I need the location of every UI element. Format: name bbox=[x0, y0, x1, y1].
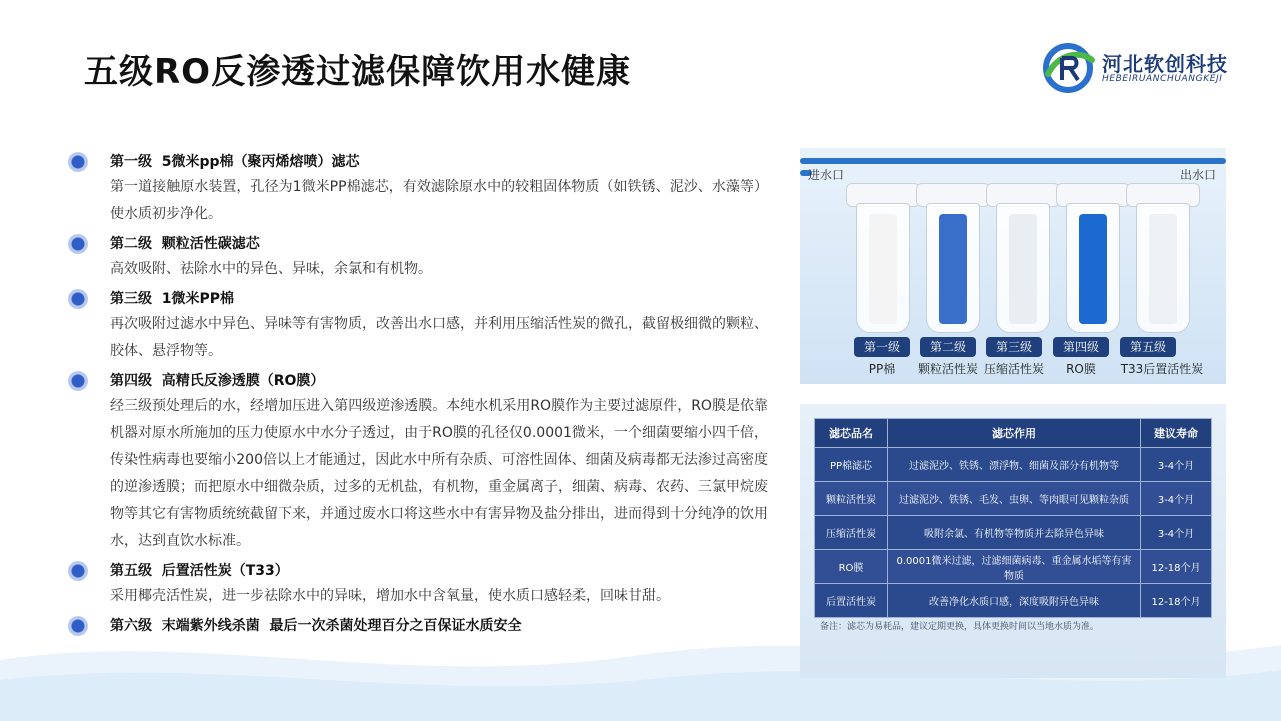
stage-tag: 第三级 bbox=[986, 337, 1042, 357]
filter-core bbox=[1009, 214, 1037, 324]
filter-unit bbox=[992, 183, 1052, 333]
table-cell: 过滤泥沙、铁锈、漂浮物、细菌及部分有机物等 bbox=[888, 448, 1141, 482]
table-cell: PP棉滤芯 bbox=[815, 448, 888, 482]
table-cell: 12-18个月 bbox=[1141, 550, 1212, 584]
table-row bbox=[815, 550, 1212, 584]
page-title: 五级RO反渗透过滤保障饮用水健康 bbox=[84, 52, 632, 92]
filter-stage-diagram bbox=[800, 148, 1226, 384]
level-heading: 第六级 末端紫外线杀菌 最后一次杀菌处理百分之百保证水质安全 bbox=[110, 618, 522, 634]
stage-sub-label: T33后置活性炭 bbox=[1120, 362, 1204, 376]
level-item bbox=[68, 369, 768, 555]
filter-core bbox=[939, 214, 967, 324]
bullet-icon bbox=[68, 616, 88, 636]
level-description: 再次吸附过滤水中异色、异味等有害物质，改善出水口感，并利用压缩活性炭的微孔，截留极细微的颗粒、胶体、悬浮物等。 bbox=[110, 316, 768, 359]
table-cell: 压缩活性炭 bbox=[815, 516, 888, 550]
stage-sub-label: 压缩活性炭 bbox=[983, 362, 1044, 376]
logo-mark-icon bbox=[1040, 40, 1096, 96]
level-item bbox=[68, 150, 768, 228]
table-cell: 改善净化水质口感，深度吸附异色异味 bbox=[888, 584, 1141, 618]
column-header: 滤芯作用 bbox=[888, 419, 1141, 448]
table-cell: 0.0001微米过滤，过滤细菌病毒、重金属水垢等有害物质 bbox=[888, 550, 1141, 584]
logo-name-cn: 河北软创科技 bbox=[1102, 52, 1228, 76]
filter-core bbox=[1149, 214, 1177, 324]
stage-tag: 第四级 bbox=[1053, 337, 1109, 357]
filter-unit bbox=[922, 183, 982, 333]
table-cell: 3-4个月 bbox=[1141, 448, 1212, 482]
level-item bbox=[68, 287, 768, 365]
table-cell: 吸附余氯、有机物等物质并去除异色异味 bbox=[888, 516, 1141, 550]
water-pipe bbox=[800, 158, 1226, 164]
table-note: 备注：滤芯为易耗品，建议定期更换，具体更换时间以当地水质为准。 bbox=[820, 622, 1100, 632]
company-logo bbox=[1040, 40, 1240, 96]
level-item bbox=[68, 614, 768, 638]
stage-sub-label: RO膜 bbox=[1066, 362, 1096, 376]
bullet-icon bbox=[68, 152, 88, 172]
level-description: 采用椰壳活性炭，进一步祛除水中的异味，增加水中含氧量，使水质口感轻柔，回味甘甜。 bbox=[110, 588, 670, 604]
table-cell: 3-4个月 bbox=[1141, 482, 1212, 516]
table-row bbox=[815, 516, 1212, 550]
table-cell: 颗粒活性炭 bbox=[815, 482, 888, 516]
stage-sub-label: 颗粒活性炭 bbox=[917, 362, 978, 376]
filter-unit bbox=[852, 183, 912, 333]
table-header-row bbox=[815, 419, 1212, 448]
bullet-icon bbox=[68, 234, 88, 254]
table-cell: 后置活性炭 bbox=[815, 584, 888, 618]
level-description: 第一道接触原水装置，孔径为1微米PP棉滤芯，有效滤除原水中的较粗固体物质（如铁锈、泥沙、水藻等）使水质初步净化。 bbox=[110, 179, 768, 222]
logo-name-en: HEBEIRUANCHUANGKEJI bbox=[1102, 74, 1223, 84]
level-heading: 第一级 5微米pp棉（聚丙烯熔喷）滤芯 bbox=[110, 154, 360, 170]
table-row bbox=[815, 448, 1212, 482]
bullet-icon bbox=[68, 289, 88, 309]
filter-spec-panel bbox=[800, 404, 1226, 678]
column-header: 建议寿命 bbox=[1141, 419, 1212, 448]
level-description: 高效吸附、祛除水中的异色、异味，余氯和有机物。 bbox=[110, 261, 432, 277]
level-heading: 第二级 颗粒活性碳滤芯 bbox=[110, 236, 260, 252]
table-cell: 12-18个月 bbox=[1141, 584, 1212, 618]
filter-level-list bbox=[68, 150, 768, 638]
level-heading: 第四级 高精氏反渗透膜（RO膜） bbox=[110, 373, 325, 389]
stage-tag: 第二级 bbox=[920, 337, 976, 357]
table-row bbox=[815, 584, 1212, 618]
table-cell: 3-4个月 bbox=[1141, 516, 1212, 550]
filter-spec-table bbox=[814, 418, 1212, 618]
table-cell: RO膜 bbox=[815, 550, 888, 584]
level-heading: 第五级 后置活性炭（T33） bbox=[110, 563, 289, 579]
bullet-icon bbox=[68, 561, 88, 581]
level-item bbox=[68, 559, 768, 610]
outlet-label: 出水口 bbox=[1180, 168, 1217, 182]
table-cell: 过滤泥沙、铁锈、毛发、虫卵、等肉眼可见颗粒杂质 bbox=[888, 482, 1141, 516]
bullet-icon bbox=[68, 371, 88, 391]
inlet-label: 进水口 bbox=[808, 168, 845, 182]
filter-unit bbox=[1132, 183, 1192, 333]
level-description: 经三级预处理后的水，经增加压进入第四级逆渗透膜。本纯水机采用RO膜作为主要过滤原件，RO膜是依靠机器对原水所施加的压力使原水中水分子透过，由于RO膜的孔径仅0.0001微米，一个细菌要缩小四千倍，传染性病毒也要缩小200倍以上才能通过，因此水中所有杂质、可溶性固体、细菌及病毒都无法渗过高密度的逆渗透膜；而把原水中细微杂质，过多的无机盐，有机物，重金属离子，细菌、病毒、农药、三氯甲烷废物等其它有害物质统统截留下来，并通过废水口将这些水中有害异物及盐分排出，进而得到十分纯净的饮用水，达到直饮水标准。 bbox=[110, 398, 768, 549]
filter-unit bbox=[1062, 183, 1122, 333]
stage-tag: 第一级 bbox=[854, 337, 910, 357]
level-heading: 第三级 1微米PP棉 bbox=[110, 291, 235, 307]
level-item bbox=[68, 232, 768, 283]
table-row bbox=[815, 482, 1212, 516]
column-header: 滤芯品名 bbox=[815, 419, 888, 448]
filter-core bbox=[869, 214, 897, 324]
filter-core bbox=[1079, 214, 1107, 324]
stage-tag: 第五级 bbox=[1120, 337, 1176, 357]
stage-sub-label: PP棉 bbox=[868, 362, 896, 376]
